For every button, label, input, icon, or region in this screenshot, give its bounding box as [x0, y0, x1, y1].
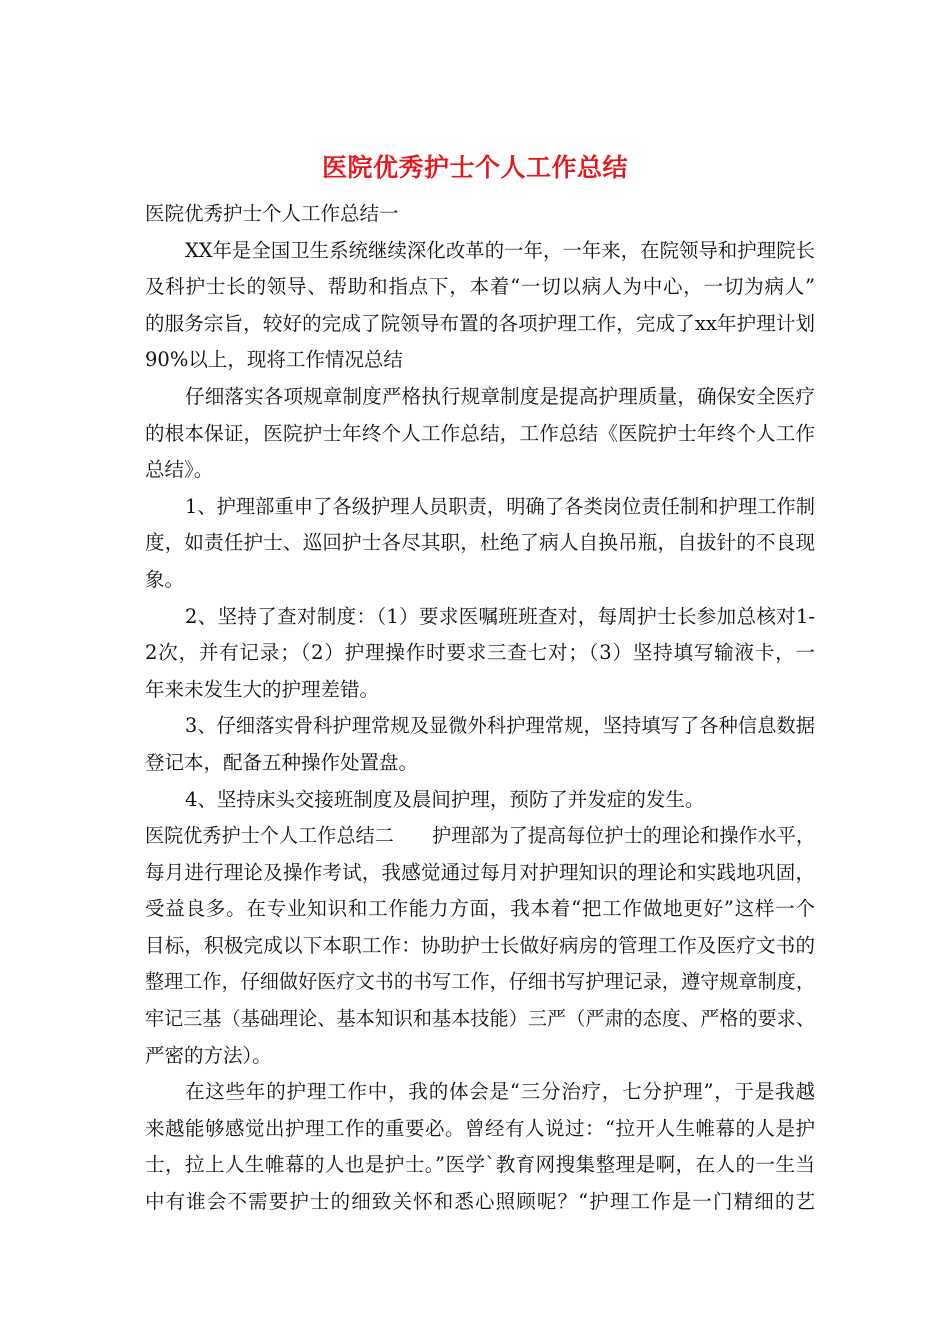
body-line: 1、护理部重申了各级护理人员职责，明确了各类岗位责任制和护理工作制 — [185, 494, 815, 518]
body-line: 的服务宗旨，较好的完成了院领导布置的各项护理工作，完成了xx年护理计划 — [145, 311, 815, 335]
body-line: 及科护士长的领导、帮助和指点下，本着“一切以病人为中心，一切为病人” — [145, 275, 815, 299]
body-line: 年来未发生大的护理差错。 — [145, 677, 380, 701]
body-line: 来越能够感觉出护理工作的重要必。曾经有人说过：“拉开人生帷幕的人是护 — [145, 1116, 815, 1140]
body-line: 登记本，配备五种操作处置盘。 — [145, 750, 419, 774]
body-line: 整理工作，仔细做好医疗文书的书写工作，仔细书写护理记录，遵守规章制度， — [145, 971, 815, 994]
body-line: 90%以上，现将工作情况总结 — [145, 348, 403, 372]
body-line: 士，拉上人生帷幕的人也是护士。”医学`教育网搜集整理是啊，在人的一生当 — [145, 1153, 815, 1177]
body-line: 每月进行理论及操作考试，我感觉通过每月对护理知识的理论和实践地巩固， — [145, 860, 815, 884]
body-line: 医院优秀护士个人工作总结二 护理部为了提高每位护士的理论和操作水平， — [145, 825, 815, 848]
body-line: 4、坚持床头交接班制度及晨间护理，预防了并发症的发生。 — [185, 787, 705, 811]
body-line: 度，如责任护士、巡回护士各尽其职，杜绝了病人自换吊瓶，自拔针的不良现 — [145, 531, 815, 555]
body-line: 2次，并有记录；（2）护理操作时要求三查七对；（3）坚持填写输液卡，一 — [145, 641, 815, 665]
body-line: 牢记三基（基础理论、基本知识和基本技能）三严（严肃的态度、严格的要求、 — [145, 1008, 815, 1031]
body-line: 象。 — [145, 567, 185, 591]
body-line: 2、坚持了查对制度：（1）要求医嘱班班查对，每周护士长参加总核对1- — [185, 604, 815, 628]
body-line: 医院优秀护士个人工作总结一 — [145, 202, 399, 225]
document-title: 医院优秀护士个人工作总结 — [321, 153, 628, 182]
body-line: 的根本保证，医院护士年终个人工作总结，工作总结《医院护士年终个人工作 — [145, 421, 815, 445]
body-line: 严密的方法）。 — [145, 1043, 272, 1067]
body-line: 3、仔细落实骨科护理常规及显微外科护理常规，坚持填写了各种信息数据 — [185, 714, 815, 738]
body-line: 中有谁会不需要护士的细致关怀和悉心照顾呢？“护理工作是一门精细的艺 — [145, 1190, 815, 1214]
body-line: 在这些年的护理工作中，我的体会是“三分治疗，七分护理”，于是我越 — [185, 1080, 815, 1104]
body-line: 目标，积极完成以下本职工作：协助护士长做好病房的管理工作及医疗文书的 — [145, 933, 815, 957]
body-line: 受益良多。在专业知识和工作能力方面，我本着“把工作做地更好”这样一个 — [145, 897, 815, 921]
body-line: 总结》。 — [145, 458, 214, 482]
body-line: XX年是全国卫生系统继续深化改革的一年，一年来，在院领导和护理院长 — [185, 238, 815, 262]
body-line: 仔细落实各项规章制度严格执行规章制度是提高护理质量，确保安全医疗 — [185, 384, 815, 408]
document-body — [145, 196, 815, 1221]
